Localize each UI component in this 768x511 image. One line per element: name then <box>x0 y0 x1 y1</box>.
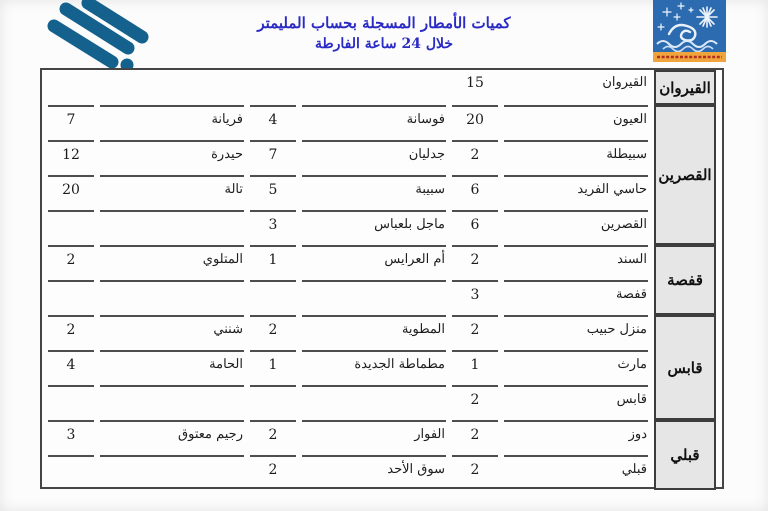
rain-value-cell: 12 <box>48 140 94 175</box>
station-cell <box>302 70 446 105</box>
rain-value-cell: 6 <box>452 175 498 210</box>
station-cell: الحامة <box>100 350 244 385</box>
station-cell: فريانة <box>100 105 244 140</box>
station-cell <box>100 455 244 490</box>
rain-table-body <box>48 70 716 490</box>
rain-value-cell <box>48 455 94 490</box>
station-cell: تالة <box>100 175 244 210</box>
rain-value-cell: 1 <box>452 350 498 385</box>
station-cell <box>302 280 446 315</box>
station-cell: حيدرة <box>100 140 244 175</box>
station-cell <box>302 385 446 420</box>
rain-value-cell: 2 <box>48 245 94 280</box>
station-cell: جدليان <box>302 140 446 175</box>
station-cell <box>100 210 244 245</box>
rain-value-cell: 5 <box>250 175 296 210</box>
region-cell: قابس <box>654 315 716 420</box>
station-cell: حاسي الفريد <box>504 175 648 210</box>
station-cell: قفصة <box>504 280 648 315</box>
rain-value-cell: 2 <box>250 420 296 455</box>
rain-value-cell: 2 <box>452 140 498 175</box>
station-cell: قابس <box>504 385 648 420</box>
rain-value-cell: 1 <box>250 350 296 385</box>
rain-value-cell <box>48 280 94 315</box>
region-cell: قبلي <box>654 420 716 490</box>
rainfall-table <box>40 68 724 489</box>
rain-value-cell: 20 <box>452 105 498 140</box>
station-cell: المتلوي <box>100 245 244 280</box>
station-cell: فوسانة <box>302 105 446 140</box>
station-cell: القصرين <box>504 210 648 245</box>
station-cell: المطوية <box>302 315 446 350</box>
rain-value-cell: 6 <box>452 210 498 245</box>
station-cell: شنني <box>100 315 244 350</box>
station-cell: ماجل بلعباس <box>302 210 446 245</box>
rain-value-cell: 3 <box>250 210 296 245</box>
rain-value-cell: 3 <box>48 420 94 455</box>
bulletin-title-line2: خلال 24 ساعة الفارطة <box>314 36 454 53</box>
rain-value-cell <box>48 385 94 420</box>
station-cell <box>100 280 244 315</box>
region-cell: قفصة <box>654 245 716 315</box>
station-cell: منزل حبيب <box>504 315 648 350</box>
rainfall-table-grid <box>42 70 722 490</box>
station-cell: القيروان <box>602 75 647 90</box>
rain-value-cell: 4 <box>48 350 94 385</box>
rain-value-cell: 7 <box>250 140 296 175</box>
rain-value-cell: 15 <box>466 75 484 91</box>
station-cell: رجيم معتوق <box>100 420 244 455</box>
rain-value-cell: 2 <box>452 455 498 490</box>
station-cell: سبيطلة <box>504 140 648 175</box>
rain-value-cell <box>250 280 296 315</box>
rain-value-cell: 2 <box>452 385 498 420</box>
region-cell: القصرين <box>654 105 716 245</box>
station-cell: سوق الأحد <box>302 455 446 490</box>
station-cell <box>100 385 244 420</box>
station-cell: أم العرايس <box>302 245 446 280</box>
rain-value-cell: 2 <box>452 245 498 280</box>
rain-value-cell <box>48 210 94 245</box>
rain-value-cell: 2 <box>48 315 94 350</box>
station-cell: مارث <box>504 350 648 385</box>
station-cell: الفوار <box>302 420 446 455</box>
bulletin-title-line1: كميات الأمطار المسجلة بحساب المليمتر <box>257 14 511 32</box>
rain-value-cell <box>48 70 94 105</box>
rain-value-cell: 2 <box>452 420 498 455</box>
station-cell: سبيبة <box>302 175 446 210</box>
rain-value-cell: 3 <box>452 280 498 315</box>
region-cell: القيروان <box>654 70 716 105</box>
station-cell: العيون <box>504 105 648 140</box>
rain-value-cell <box>250 70 296 105</box>
rain-value-cell: 7 <box>48 105 94 140</box>
bulletin-title <box>0 13 768 54</box>
station-cell: قبلي <box>504 455 648 490</box>
rain-value-cell: 1 <box>250 245 296 280</box>
rain-value-cell: 20 <box>48 175 94 210</box>
station-cell: دوز <box>504 420 648 455</box>
rain-value-cell: 2 <box>452 315 498 350</box>
rain-value-cell: 4 <box>250 105 296 140</box>
rain-value-cell: 2 <box>250 455 296 490</box>
station-cell: السند <box>504 245 648 280</box>
station-cell <box>100 70 244 105</box>
station-cell: مطماطة الجديدة <box>302 350 446 385</box>
rain-value-cell <box>250 385 296 420</box>
rain-value-cell: 2 <box>250 315 296 350</box>
